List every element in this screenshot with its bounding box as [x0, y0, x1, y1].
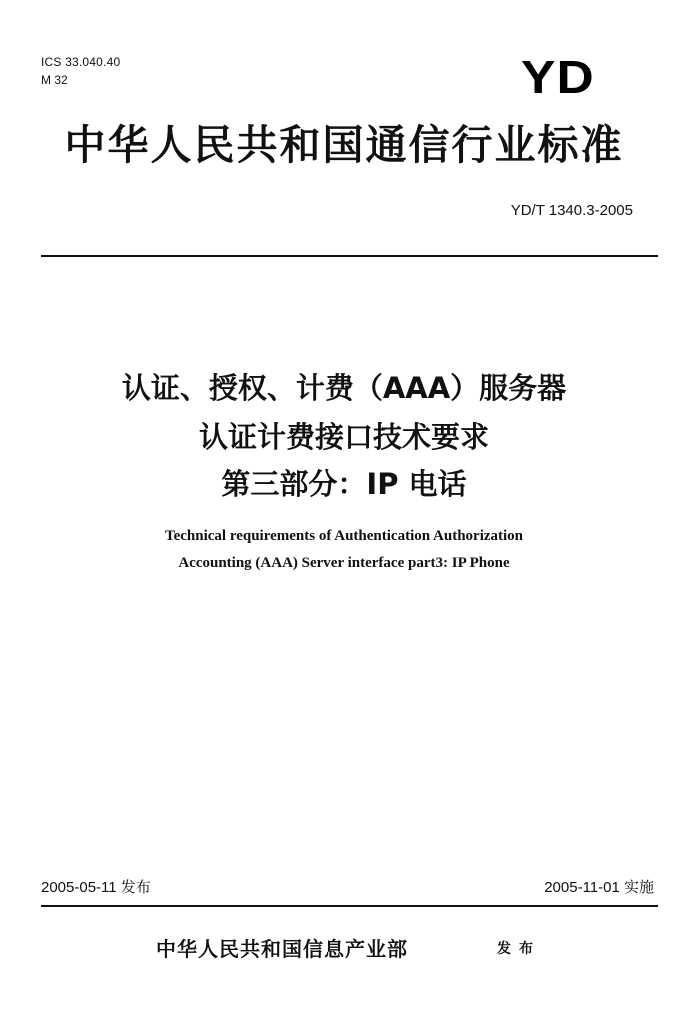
title-zh-line1: 认证、授权、计费（AAA）服务器 — [121, 371, 567, 405]
title-zh-line3: 第三部分：IP 电话 — [221, 467, 467, 501]
standard-number: YD/T 1340.3-2005 — [510, 202, 633, 219]
standard-type-heading: 中华人民共和国通信行业标准 — [64, 121, 624, 169]
title-en-line1: Technical requirements of Authentication Authorization — [164, 528, 524, 544]
publish-date: 2005-05-11 发布 — [41, 879, 151, 896]
ics-code: ICS 33.040.40 — [41, 55, 121, 69]
classification-code: M 32 — [41, 73, 68, 87]
implement-date: 2005-11-01 实施 — [544, 879, 654, 896]
bottom-divider — [41, 905, 658, 907]
yd-logo: YD — [521, 51, 595, 103]
issue-action: 发布 — [497, 941, 541, 957]
issuing-authority: 中华人民共和国信息产业部 — [156, 937, 408, 961]
title-en-line2: Accounting (AAA) Server interface part3: IP Phone — [178, 555, 510, 571]
top-divider — [41, 255, 658, 257]
title-zh-line2: 认证计费接口技术要求 — [198, 420, 489, 454]
